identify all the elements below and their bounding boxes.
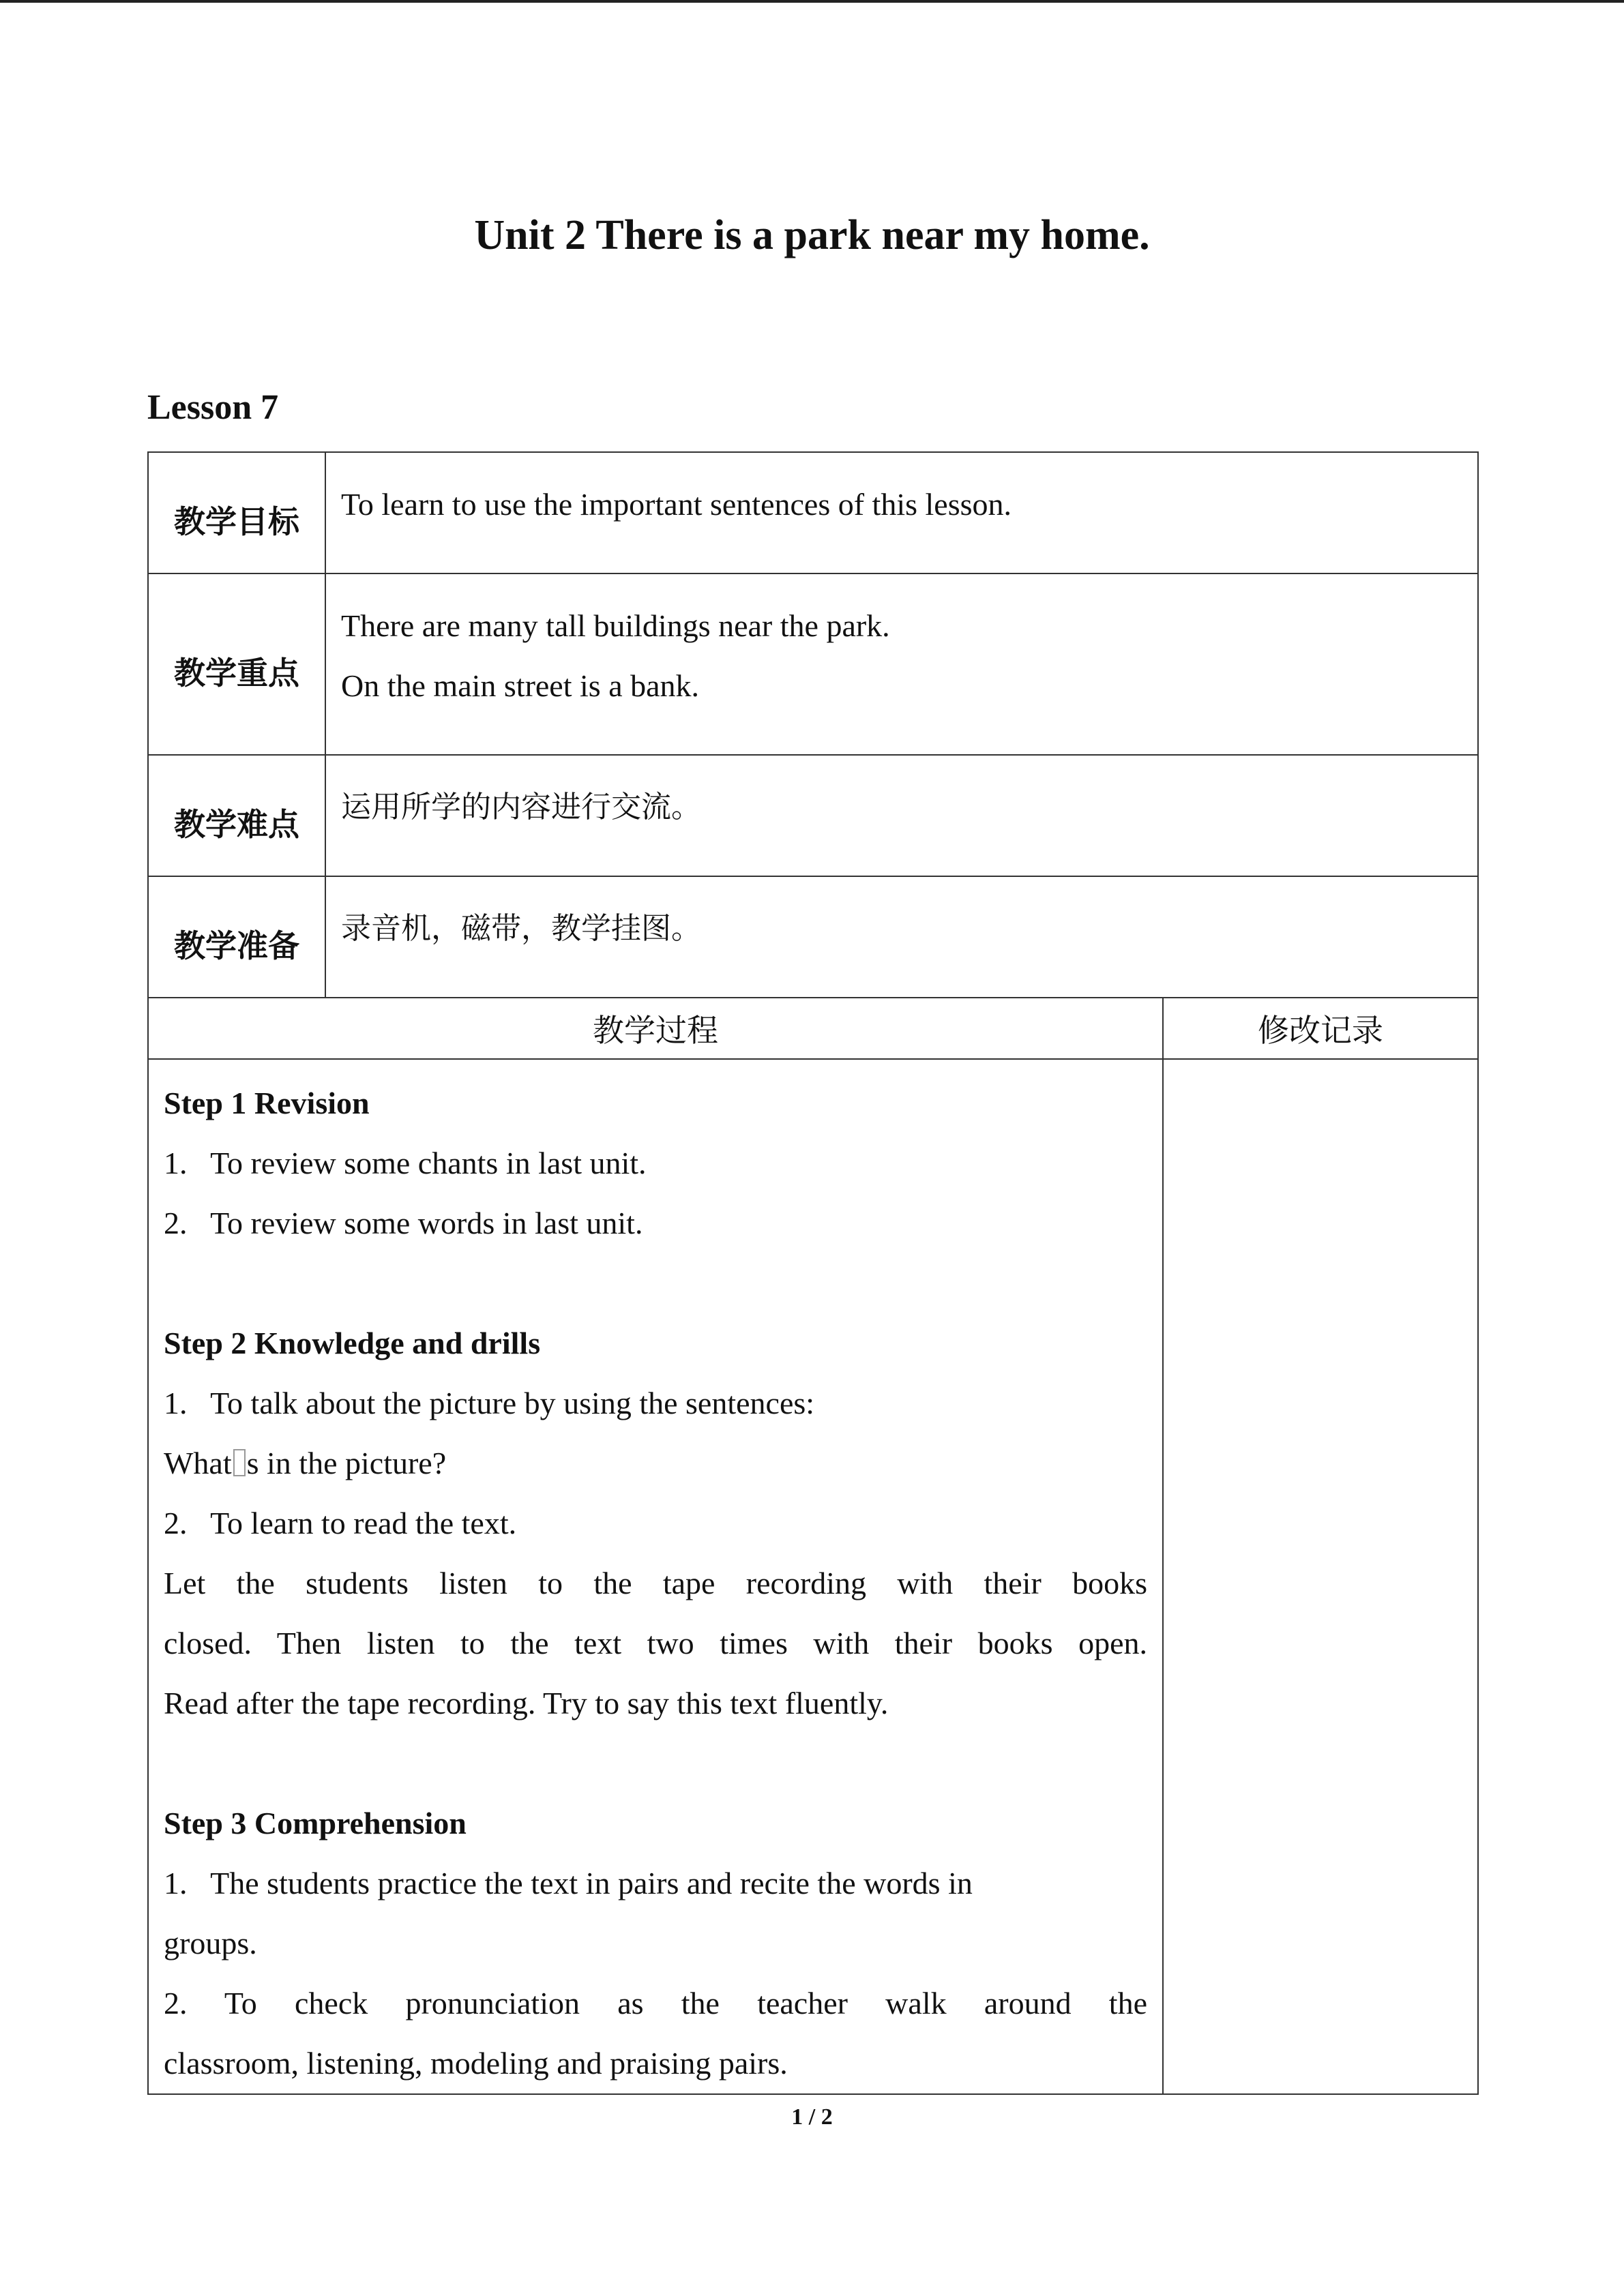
key-points-row [148,573,1478,755]
step1-title: Step 1 Revision [164,1086,370,1120]
goal-row [148,452,1478,573]
lesson-plan-table [147,451,1479,2095]
step3-title: Step 3 Comprehension [164,1806,467,1840]
preparation-label: 教学准备 [174,927,299,964]
step3-item-2-line-2: classroom, listening, modeling and praising pairs. [164,2046,788,2081]
document-title: Unit 2 There is a park near my home. [474,212,1150,258]
missing-glyph-box [233,1449,246,1476]
goal-text: To learn to use the important sentences of this lesson. [341,487,1012,522]
preparation-value-cell [325,876,1478,998]
step3-item-1-line-1: 1. The students practice the text in pairs and recite the words in [164,1866,973,1900]
key-points-label: 教学重点 [174,655,299,691]
step2-item-1: 1. To talk about the picture by using the sentences: [164,1386,815,1420]
process-body-row [148,1059,1478,2094]
step3-item-1-line-2: groups. [164,1926,257,1960]
difficulties-row [148,755,1478,876]
step1-item-2: 2. To review some words in last unit. [164,1206,643,1240]
process-content-cell [148,1059,1163,2094]
page-number: 1 / 2 [791,2104,833,2130]
preparation-text: 录音机，磁带，教学挂图。 [341,911,701,946]
top-border-line [0,0,1624,3]
step2-question-part-b: s in the picture? [246,1446,447,1480]
notes-content-cell [1163,1059,1478,2094]
step2-item-2: 2. To learn to read the text. [164,1506,517,1540]
key-points-value-cell [325,573,1478,755]
goal-value-cell [325,452,1478,573]
step2-question-part-a: What [164,1446,232,1480]
step1-item-1: 1. To review some chants in last unit. [164,1146,647,1180]
difficulties-text: 运用所学的内容进行交流。 [341,790,701,824]
preparation-row [148,876,1478,998]
difficulties-label: 教学难点 [174,806,299,843]
step3-item-2-line-1: 2. To check pronunciation as the teacher walk around the [164,1986,1147,2021]
lesson-heading: Lesson 7 [147,388,279,427]
step2-para-line-3: Read after the tape recording. Try to say this text fluently. [164,1686,889,1720]
difficulties-value-cell [325,755,1478,876]
key-point-line-2: On the main street is a bank. [341,668,700,703]
key-point-line-1: There are many tall buildings near the park. [341,608,890,643]
step2-para-line-2: closed. Then listen to the text two times with their books open. [164,1626,1147,1660]
step2-title: Step 2 Knowledge and drills [164,1326,541,1360]
process-header: 教学过程 [148,998,1163,1059]
preparation-label-cell [148,876,325,998]
difficulties-label-cell [148,755,325,876]
step2-question [164,1433,1147,1493]
goal-label-cell [148,452,325,573]
spacer [164,1733,1147,1793]
key-points-label-cell [148,573,325,755]
notes-header: 修改记录 [1163,998,1478,1059]
spacer [164,1253,1147,1313]
step2-para-line-1: Let the students listen to the tape recording with their books [164,1566,1147,1600]
goal-label: 教学目标 [174,503,299,540]
process-header-row [148,998,1478,1059]
